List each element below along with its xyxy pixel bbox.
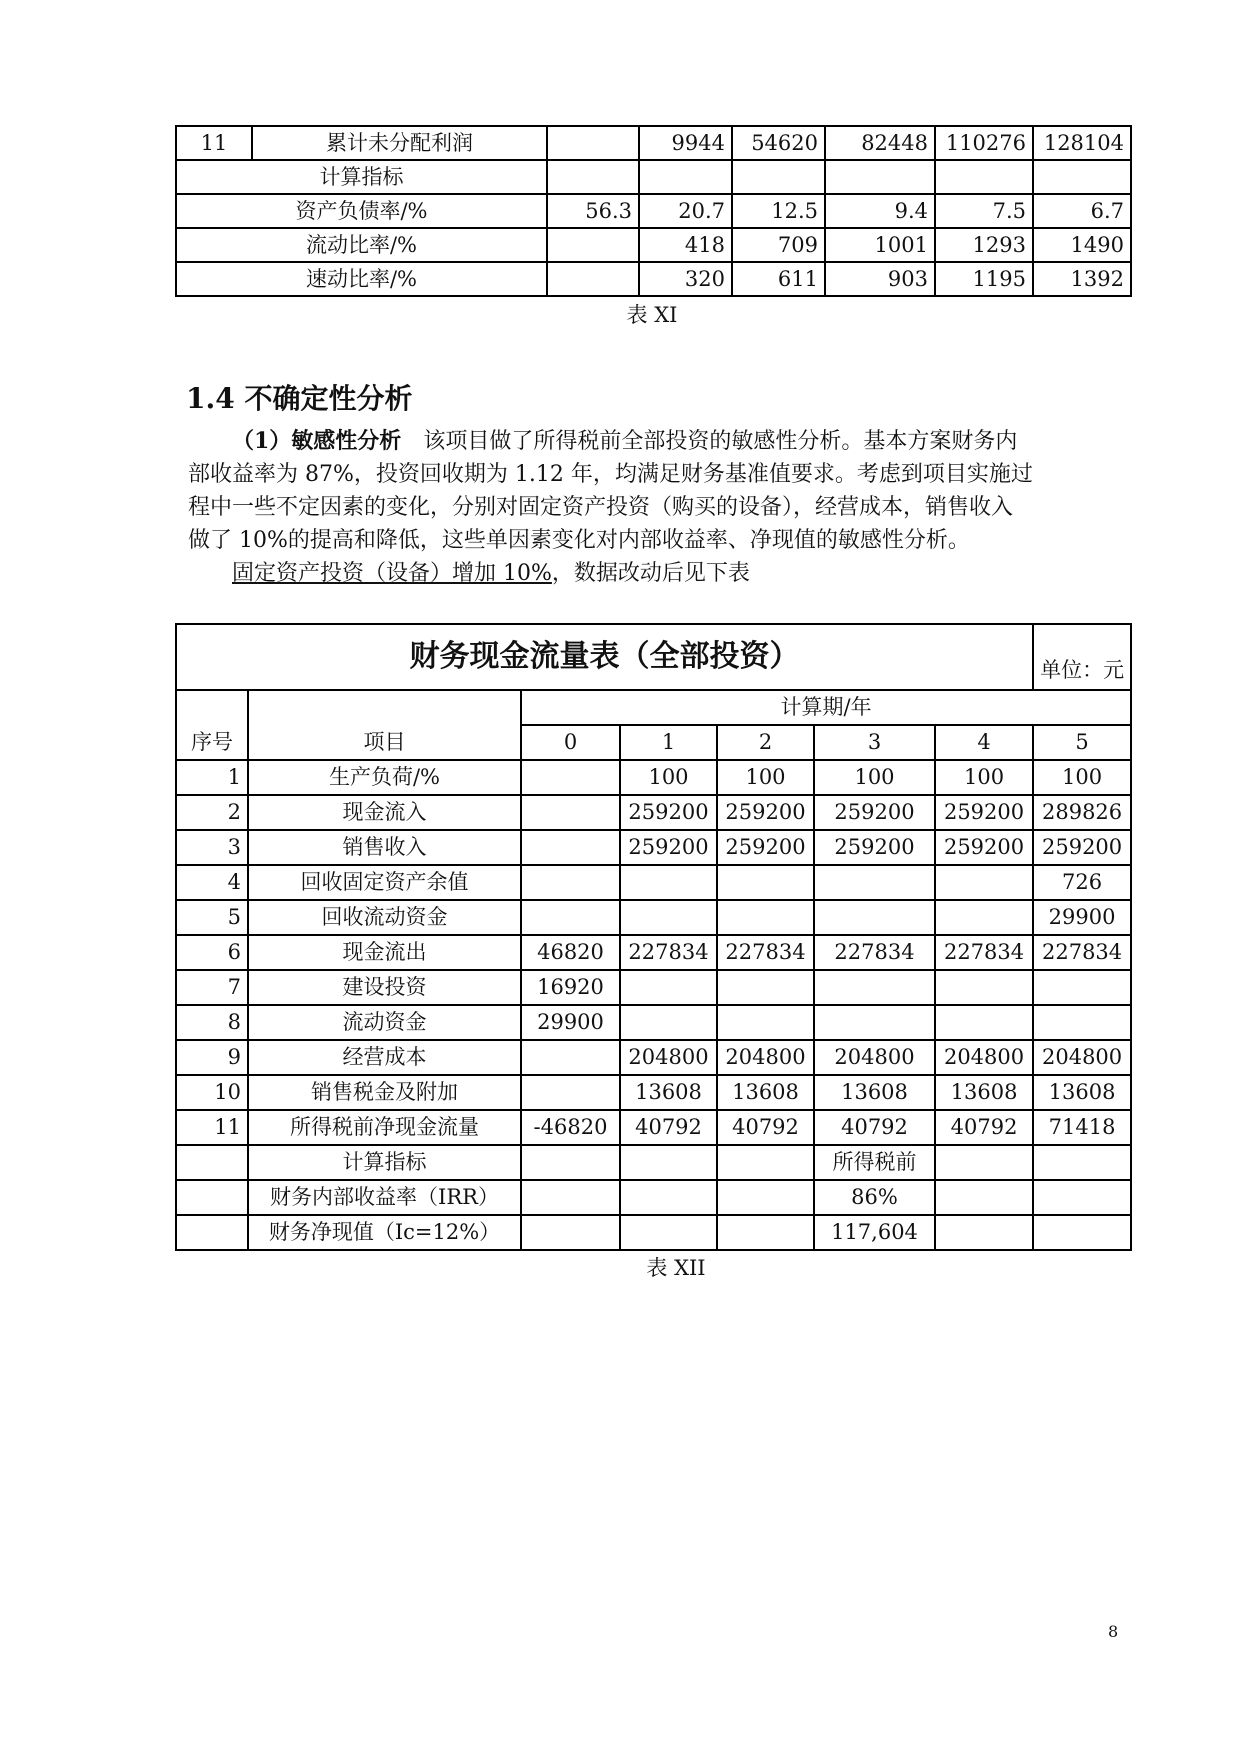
table-cell: 40792 xyxy=(814,1110,935,1145)
table-cell xyxy=(521,865,620,900)
table-cell xyxy=(521,900,620,935)
table-cell xyxy=(620,970,717,1005)
table-cell xyxy=(935,865,1033,900)
table-cell: 289826 xyxy=(1033,795,1131,830)
col-header-no: 序号 xyxy=(176,725,248,760)
row-label: 计算指标 xyxy=(248,1145,521,1180)
table-cell xyxy=(814,1005,935,1040)
table-row xyxy=(176,970,1131,1005)
table-cell xyxy=(521,1145,620,1180)
page-number: 8 xyxy=(1108,1622,1119,1641)
table-cell xyxy=(547,126,639,160)
table-cell xyxy=(935,1215,1033,1250)
table-cell: 227834 xyxy=(935,935,1033,970)
row-number: 10 xyxy=(176,1075,248,1110)
table-row xyxy=(176,194,1131,228)
period-col-header: 0 xyxy=(521,725,620,760)
table-cell: 9944 xyxy=(639,126,732,160)
table-cell xyxy=(732,160,825,194)
table-cell xyxy=(935,970,1033,1005)
table-cell: 259200 xyxy=(1033,830,1131,865)
row-number: 7 xyxy=(176,970,248,1005)
table-cell: 259200 xyxy=(814,795,935,830)
table-cell: 46820 xyxy=(521,935,620,970)
sensitivity-paragraph xyxy=(188,425,1148,590)
row-label: 财务净现值（Ic=12%） xyxy=(248,1215,521,1250)
table-xi-caption: 表 XI xyxy=(626,303,678,327)
table-cell: 40792 xyxy=(935,1110,1033,1145)
table-cell xyxy=(717,1215,814,1250)
table-cell xyxy=(935,160,1033,194)
table-cell: 20.7 xyxy=(639,194,732,228)
table-cell: 100 xyxy=(1033,760,1131,795)
table-cell: 12.5 xyxy=(732,194,825,228)
table-cell xyxy=(521,1075,620,1110)
table-cell: 29900 xyxy=(1033,900,1131,935)
table-cell xyxy=(521,1180,620,1215)
row-label: 速动比率/% xyxy=(176,262,547,296)
table-cell: 259200 xyxy=(620,830,717,865)
row-label: 现金流入 xyxy=(248,795,521,830)
row-number: 9 xyxy=(176,1040,248,1075)
table-cell xyxy=(825,160,935,194)
table-cell xyxy=(521,760,620,795)
table-cell: 16920 xyxy=(521,970,620,1005)
table-cell: 100 xyxy=(717,760,814,795)
row-number xyxy=(176,1215,248,1250)
row-label: 计算指标 xyxy=(176,160,547,194)
table-cell: 1490 xyxy=(1033,228,1131,262)
row-number: 1 xyxy=(176,760,248,795)
table-cell xyxy=(620,1005,717,1040)
header-blank-item xyxy=(248,690,521,725)
table-cell: 13608 xyxy=(814,1075,935,1110)
table-cell xyxy=(1033,1145,1131,1180)
table-cell: 227834 xyxy=(1033,935,1131,970)
table-cell: 100 xyxy=(935,760,1033,795)
row-label: 所得税前净现金流量 xyxy=(248,1110,521,1145)
para-lead: （1）敏感性分析 xyxy=(232,428,402,454)
col-header-item: 项目 xyxy=(248,725,521,760)
period-col-header: 3 xyxy=(814,725,935,760)
table-cell xyxy=(620,1180,717,1215)
table-cell xyxy=(620,900,717,935)
row-label: 流动比率/% xyxy=(176,228,547,262)
table-row xyxy=(176,1005,1131,1040)
table-cell: 13608 xyxy=(935,1075,1033,1110)
table-cell xyxy=(1033,970,1131,1005)
table-cell: 259200 xyxy=(935,830,1033,865)
row-number: 5 xyxy=(176,900,248,935)
table-cell: 1293 xyxy=(935,228,1033,262)
row-label: 流动资金 xyxy=(248,1005,521,1040)
table-cell: 128104 xyxy=(1033,126,1131,160)
table-row xyxy=(176,900,1131,935)
row-number xyxy=(176,1180,248,1215)
table-row xyxy=(176,1075,1131,1110)
table-cell: 9.4 xyxy=(825,194,935,228)
row-label: 累计未分配利润 xyxy=(252,126,547,160)
table-cell xyxy=(1033,1005,1131,1040)
period-col-header: 1 xyxy=(620,725,717,760)
table-cell: 259200 xyxy=(717,795,814,830)
table-cell: 6.7 xyxy=(1033,194,1131,228)
table-cell: 13608 xyxy=(1033,1075,1131,1110)
table-cell xyxy=(717,900,814,935)
para2-underlined: 固定资产投资（设备）增加 10% xyxy=(232,561,552,586)
section-heading: 1.4 不确定性分析 xyxy=(186,382,413,415)
table-row xyxy=(176,760,1131,795)
period-header: 计算期/年 xyxy=(521,690,1131,725)
table-row xyxy=(176,865,1131,900)
table-cell xyxy=(521,830,620,865)
table-cell xyxy=(620,865,717,900)
table-cell xyxy=(1033,1180,1131,1215)
row-label: 回收固定资产余值 xyxy=(248,865,521,900)
row-number: 4 xyxy=(176,865,248,900)
table-cell: 259200 xyxy=(935,795,1033,830)
para-line-4: 做了 10%的提高和降低，这些单因素变化对内部收益率、净现值的敏感性分析。 xyxy=(188,528,970,553)
table-row xyxy=(176,830,1131,865)
table-cell: 100 xyxy=(814,760,935,795)
table-cell: 204800 xyxy=(935,1040,1033,1075)
table-cell: 204800 xyxy=(1033,1040,1131,1075)
table-cell xyxy=(1033,160,1131,194)
table-cell xyxy=(521,1215,620,1250)
row-number: 11 xyxy=(176,1110,248,1145)
para-line-1: 该项目做了所得税前全部投资的敏感性分析。基本方案财务内 xyxy=(401,429,1018,454)
table-cell xyxy=(547,160,639,194)
row-label: 回收流动资金 xyxy=(248,900,521,935)
row-number: 6 xyxy=(176,935,248,970)
table-cell: 259200 xyxy=(620,795,717,830)
table-cell: 204800 xyxy=(814,1040,935,1075)
row-label: 经营成本 xyxy=(248,1040,521,1075)
row-label: 生产负荷/% xyxy=(248,760,521,795)
period-col-header: 4 xyxy=(935,725,1033,760)
table-cell: 71418 xyxy=(1033,1110,1131,1145)
row-label: 财务内部收益率（IRR） xyxy=(248,1180,521,1215)
table-cell xyxy=(620,1145,717,1180)
table-cell xyxy=(1033,1215,1131,1250)
table-cell xyxy=(717,1005,814,1040)
row-label: 销售税金及附加 xyxy=(248,1075,521,1110)
table-cell xyxy=(935,1180,1033,1215)
table-cell xyxy=(814,970,935,1005)
row-label: 销售收入 xyxy=(248,830,521,865)
table-row xyxy=(176,160,1131,194)
table-cell xyxy=(717,970,814,1005)
table-cell: 1001 xyxy=(825,228,935,262)
table-cell: 100 xyxy=(620,760,717,795)
table-cell: 所得税前 xyxy=(814,1145,935,1180)
table-row xyxy=(176,1215,1131,1250)
table-cell xyxy=(814,865,935,900)
table-cell: 86% xyxy=(814,1180,935,1215)
table-cell: 82448 xyxy=(825,126,935,160)
table-cell: -46820 xyxy=(521,1110,620,1145)
row-number: 3 xyxy=(176,830,248,865)
table-cell: 204800 xyxy=(620,1040,717,1075)
table-cell: 7.5 xyxy=(935,194,1033,228)
table-cell xyxy=(935,1145,1033,1180)
row-number: 11 xyxy=(176,126,252,160)
table-cell: 13608 xyxy=(620,1075,717,1110)
para-line-2: 部收益率为 87%，投资回收期为 1.12 年，均满足财务基准值要求。考虑到项目实施过 xyxy=(188,462,1033,487)
table-cell: 709 xyxy=(732,228,825,262)
table-cell xyxy=(935,1005,1033,1040)
table-cell: 13608 xyxy=(717,1075,814,1110)
table-cell: 1392 xyxy=(1033,262,1131,296)
table-cell: 117,604 xyxy=(814,1215,935,1250)
table-cell xyxy=(620,1215,717,1250)
table-cell: 726 xyxy=(1033,865,1131,900)
table-cell xyxy=(547,262,639,296)
unit-label: 单位：元 xyxy=(1033,624,1131,690)
row-label: 资产负债率/% xyxy=(176,194,547,228)
row-label: 建设投资 xyxy=(248,970,521,1005)
table-cell: 903 xyxy=(825,262,935,296)
table-cell: 56.3 xyxy=(547,194,639,228)
table-cell: 54620 xyxy=(732,126,825,160)
table-cell xyxy=(814,900,935,935)
header-blank-no xyxy=(176,690,248,725)
table-cell: 40792 xyxy=(620,1110,717,1145)
table-cell xyxy=(547,228,639,262)
table-cell: 227834 xyxy=(717,935,814,970)
table-cell: 40792 xyxy=(717,1110,814,1145)
table-cell: 611 xyxy=(732,262,825,296)
table-row xyxy=(176,1180,1131,1215)
period-col-header: 5 xyxy=(1033,725,1131,760)
para-line-3: 程中一些不定因素的变化，分别对固定资产投资（购买的设备），经营成本，销售收入 xyxy=(188,495,1014,520)
row-number xyxy=(176,1145,248,1180)
table-xii xyxy=(175,623,1132,1251)
table-cell xyxy=(521,1040,620,1075)
para2-rest: ，数据改动后见下表 xyxy=(551,561,750,586)
table-cell: 259200 xyxy=(814,830,935,865)
table-row xyxy=(176,1110,1131,1145)
table-cell: 320 xyxy=(639,262,732,296)
table-cell: 418 xyxy=(639,228,732,262)
table-row xyxy=(176,1040,1131,1075)
row-number: 8 xyxy=(176,1005,248,1040)
table-row xyxy=(176,262,1131,296)
table-cell xyxy=(521,795,620,830)
table-cell xyxy=(717,865,814,900)
table-xii-title: 财务现金流量表（全部投资） xyxy=(176,624,1033,690)
table-row xyxy=(176,126,1131,160)
table-cell: 110276 xyxy=(935,126,1033,160)
table-xii-caption: 表 XII xyxy=(646,1256,706,1280)
row-label: 现金流出 xyxy=(248,935,521,970)
table-row xyxy=(176,795,1131,830)
table-cell xyxy=(639,160,732,194)
period-col-header: 2 xyxy=(717,725,814,760)
table-cell: 1195 xyxy=(935,262,1033,296)
table-cell: 227834 xyxy=(620,935,717,970)
table-row xyxy=(176,228,1131,262)
table-cell: 29900 xyxy=(521,1005,620,1040)
table-cell: 204800 xyxy=(717,1040,814,1075)
table-row xyxy=(176,1145,1131,1180)
table-xi xyxy=(175,125,1132,297)
row-number: 2 xyxy=(176,795,248,830)
table-row xyxy=(176,935,1131,970)
table-cell xyxy=(717,1145,814,1180)
table-cell xyxy=(935,900,1033,935)
table-cell xyxy=(717,1180,814,1215)
table-cell: 227834 xyxy=(814,935,935,970)
table-cell: 259200 xyxy=(717,830,814,865)
